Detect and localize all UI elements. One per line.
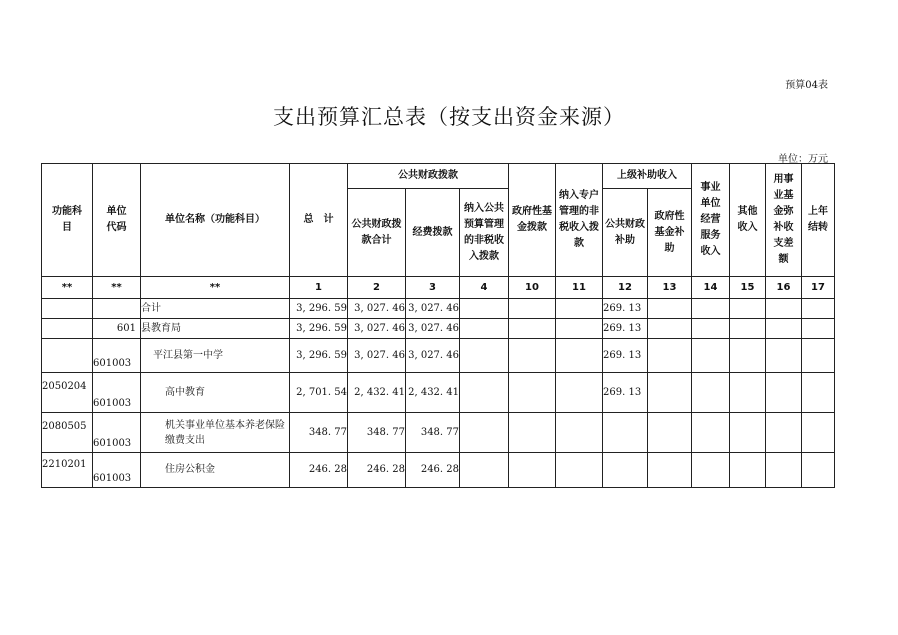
header-superior: 上级补助收入 (603, 164, 692, 189)
empty-cell (802, 413, 835, 453)
col-number: 1 (290, 277, 348, 299)
empty-cell (648, 373, 692, 413)
empty-cell (692, 339, 730, 373)
unit-code-cell: 601003 (93, 453, 141, 488)
header-func-code: 功能科目 (42, 164, 93, 277)
public-total-cell: 3, 027. 46 (348, 339, 406, 373)
func-code-cell (42, 299, 93, 319)
empty-cell (730, 453, 766, 488)
empty-cell (766, 413, 802, 453)
empty-cell (556, 373, 603, 413)
col-number: 17 (802, 277, 835, 299)
table-row (42, 299, 835, 319)
funding-cell: 3, 027. 46 (406, 299, 460, 319)
superior-public-cell: 269. 13 (603, 373, 648, 413)
header-superior-gov: 政府性基金补助 (648, 189, 692, 277)
unit-code-cell: 601003 (93, 339, 141, 373)
empty-cell (692, 373, 730, 413)
unit-code-cell (93, 299, 141, 319)
total-cell: 348. 77 (290, 413, 348, 453)
page-title: 支出预算汇总表（按支出资金来源） (273, 105, 625, 129)
form-number: 预算04表 (785, 80, 828, 91)
func-code-cell (42, 339, 93, 373)
col-number: 13 (648, 277, 692, 299)
empty-cell (766, 339, 802, 373)
header-fund-cover: 用事业基金弥补收支差额 (766, 164, 802, 277)
funding-cell: 246. 28 (406, 453, 460, 488)
empty-cell (692, 319, 730, 339)
funding-cell: 2, 432. 41 (406, 373, 460, 413)
empty-cell (556, 339, 603, 373)
header-other: 其他收入 (730, 164, 766, 277)
superior-public-cell (603, 413, 648, 453)
table-row (42, 319, 835, 339)
total-cell: 2, 701. 54 (290, 373, 348, 413)
empty-cell (766, 373, 802, 413)
header-carryover: 上年结转 (802, 164, 835, 277)
empty-cell (460, 319, 509, 339)
empty-cell (730, 299, 766, 319)
public-total-cell: 348. 77 (348, 413, 406, 453)
superior-public-cell (603, 453, 648, 488)
unit-code-cell: 601003 (93, 413, 141, 453)
empty-cell (730, 319, 766, 339)
empty-cell (509, 453, 556, 488)
header-total: 总 计 (290, 164, 348, 277)
empty-cell (692, 453, 730, 488)
empty-cell (509, 319, 556, 339)
unit-code-cell: 601003 (93, 373, 141, 413)
header-unit-code: 单位代码 (93, 164, 141, 277)
total-cell: 3, 296. 59 (290, 319, 348, 339)
col-number: ** (42, 277, 93, 299)
empty-cell (730, 339, 766, 373)
empty-cell (802, 299, 835, 319)
table-row (42, 413, 835, 453)
col-number: 4 (460, 277, 509, 299)
budget-table (41, 163, 835, 488)
empty-cell (460, 453, 509, 488)
col-number: 10 (509, 277, 556, 299)
empty-cell (730, 373, 766, 413)
col-number: ** (93, 277, 141, 299)
header-unit-name: 单位名称（功能科目） (141, 164, 290, 277)
func-code-cell: 2080505 (42, 413, 93, 453)
header-public-finance: 公共财政拨款 (348, 164, 509, 189)
table-row (42, 453, 835, 488)
empty-cell (460, 299, 509, 319)
empty-cell (509, 373, 556, 413)
func-code-cell: 2210201 (42, 453, 93, 488)
empty-cell (460, 339, 509, 373)
empty-cell (802, 319, 835, 339)
unit-name-cell: 住房公积金 (141, 453, 290, 488)
unit-name-cell: 机关事业单位基本养老保险缴费支出 (141, 413, 290, 453)
total-cell: 246. 28 (290, 453, 348, 488)
public-total-cell: 3, 027. 46 (348, 319, 406, 339)
col-number: 11 (556, 277, 603, 299)
header-special-nontax: 纳入专户管理的非税收入拨款 (556, 164, 603, 277)
funding-cell: 348. 77 (406, 413, 460, 453)
empty-cell (556, 453, 603, 488)
table-row (42, 339, 835, 373)
func-code-cell: 2050204 (42, 373, 93, 413)
empty-cell (509, 413, 556, 453)
superior-public-cell: 269. 13 (603, 339, 648, 373)
col-number: 14 (692, 277, 730, 299)
unit-code-cell: 601 (93, 319, 141, 339)
unit-name-cell: 平江县第一中学 (141, 339, 290, 373)
col-number: ** (141, 277, 290, 299)
col-number: 3 (406, 277, 460, 299)
funding-cell: 3, 027. 46 (406, 339, 460, 373)
empty-cell (648, 319, 692, 339)
superior-public-cell: 269. 13 (603, 319, 648, 339)
header-gov-fund: 政府性基金拨款 (509, 164, 556, 277)
col-number: 15 (730, 277, 766, 299)
superior-public-cell: 269. 13 (603, 299, 648, 319)
empty-cell (692, 413, 730, 453)
unit-name-cell: 县教育局 (141, 319, 290, 339)
empty-cell (766, 299, 802, 319)
empty-cell (648, 453, 692, 488)
header-superior-public: 公共财政补助 (603, 189, 648, 277)
total-cell: 3, 296. 59 (290, 299, 348, 319)
funding-cell: 3, 027. 46 (406, 319, 460, 339)
empty-cell (509, 299, 556, 319)
empty-cell (556, 413, 603, 453)
header-funding: 经费拨款 (406, 189, 460, 277)
col-number: 12 (603, 277, 648, 299)
public-total-cell: 246. 28 (348, 453, 406, 488)
empty-cell (648, 339, 692, 373)
func-code-cell (42, 319, 93, 339)
empty-cell (766, 319, 802, 339)
unit-name-cell: 合计 (141, 299, 290, 319)
unit-name-cell: 高中教育 (141, 373, 290, 413)
empty-cell (692, 299, 730, 319)
empty-cell (648, 299, 692, 319)
total-cell: 3, 296. 59 (290, 339, 348, 373)
header-public-finance-total: 公共财政拨款合计 (348, 189, 406, 277)
empty-cell (556, 319, 603, 339)
empty-cell (730, 413, 766, 453)
header-operation: 事业单位经营服务收入 (692, 164, 730, 277)
table-row (42, 373, 835, 413)
empty-cell (766, 453, 802, 488)
empty-cell (509, 339, 556, 373)
public-total-cell: 2, 432. 41 (348, 373, 406, 413)
col-number: 16 (766, 277, 802, 299)
unit-label: 单位：万元 (778, 154, 828, 165)
empty-cell (802, 453, 835, 488)
public-total-cell: 3, 027. 46 (348, 299, 406, 319)
col-number: 2 (348, 277, 406, 299)
empty-cell (460, 413, 509, 453)
header-nontax: 纳入公共预算管理的非税收入拨款 (460, 189, 509, 277)
empty-cell (802, 339, 835, 373)
empty-cell (648, 413, 692, 453)
empty-cell (556, 299, 603, 319)
empty-cell (802, 373, 835, 413)
empty-cell (460, 373, 509, 413)
